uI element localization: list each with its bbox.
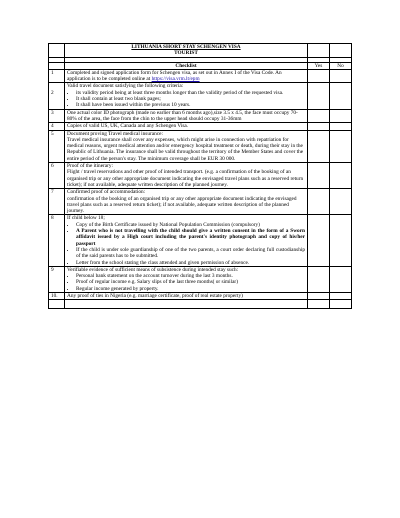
yes-cell[interactable] [308, 123, 330, 130]
row-number: 1 [49, 69, 65, 83]
checklist-row [49, 69, 352, 83]
no-cell[interactable] [330, 189, 352, 215]
yes-header: Yes [308, 62, 330, 69]
list-item: • Proof of regular income e.g. Salary slips of the last three months( or similar) [76, 279, 305, 285]
list-item: • Personal bank statement on the account turnover during the last 3 months. [76, 273, 305, 279]
checklist-table [48, 43, 352, 309]
yes-cell[interactable] [308, 266, 330, 292]
list-item: • A Parent who is not travelling with the child should give a written consent in the form of a Sworn affidavit issued by a High court including the parent's identity photograph and copy of his/her passport [76, 228, 305, 247]
yes-cell[interactable] [308, 83, 330, 109]
yes-cell[interactable] [308, 292, 330, 299]
no-cell[interactable] [330, 123, 352, 130]
checklist-row [49, 215, 352, 266]
no-cell[interactable] [330, 83, 352, 109]
no-cell[interactable] [330, 266, 352, 292]
checklist-row [49, 130, 352, 162]
row-number: 6 [49, 163, 65, 189]
row-number: 10. [49, 292, 65, 299]
yes-cell[interactable] [308, 109, 330, 123]
checklist-row [49, 189, 352, 215]
blank-row [49, 300, 352, 309]
row-intro: Verifiable evidence of sufficient means of subsistence during intended stay such: [67, 266, 239, 273]
row-heading: Confirmed proof of accommodation: [67, 189, 146, 196]
row-text: Any proof of ties in Nigeria (e.g. marriage certificate, proof of real estate property) [65, 292, 308, 299]
row-text: Copies of valid US, UK, Canada and any Schengen Visa. [65, 123, 308, 130]
bullet-list [67, 90, 305, 109]
yes-cell[interactable] [308, 215, 330, 266]
bullet-list [67, 273, 305, 292]
application-link[interactable]: https://visa.vrm.lt/epm [151, 76, 200, 83]
no-cell[interactable] [330, 109, 352, 123]
header-row [49, 62, 352, 69]
row-number: 3 [49, 109, 65, 123]
list-item: • Letter from the school stating the class attended and given permission of absence. [76, 260, 305, 266]
list-item: • Regular income generated by property. [76, 286, 305, 292]
checklist-row [49, 123, 352, 130]
yes-cell[interactable] [308, 69, 330, 83]
checklist-header: Checklist [65, 62, 308, 69]
list-item: • its validity period being at least three months longer than the validity period of the requested visa. [76, 90, 305, 96]
checklist-row [49, 83, 352, 109]
no-header: No [330, 62, 352, 69]
checklist-row [49, 109, 352, 123]
checklist-row [49, 266, 352, 292]
checklist-row [49, 163, 352, 189]
row-number: 9 [49, 266, 65, 292]
row-text: confirmation of the booking of an organised trip or any other appropriate document indicating the envisaged travel plans such as a reserved return ticket); if not available, adequate written description of the planned journey. [67, 195, 297, 215]
row-text: Flight / travel reservations and other proof of intended transport. (e.g. a confirmation of the booking of an organised trip or any other appropriate document indicating the envisaged travel plans such as a reserved return ticket); if not available, adequate written description of the planned journey. [67, 169, 304, 188]
list-item: • It shall have been issued within the previous 10 years. [76, 102, 305, 108]
row-number: 5 [49, 130, 65, 162]
no-cell[interactable] [330, 292, 352, 299]
yes-cell[interactable] [308, 189, 330, 215]
list-item: • If the child is under sole guardianship of one of the two parents, a court order declaring full custodianship of the said parents has to be submitted. [76, 247, 305, 260]
yes-cell[interactable] [308, 163, 330, 189]
row-intro: If child below 18; [67, 215, 105, 222]
bullet-list [67, 222, 305, 266]
visa-checklist-document [48, 43, 352, 309]
no-cell[interactable] [330, 130, 352, 162]
no-cell[interactable] [330, 215, 352, 266]
page-subtitle: TOURIST [174, 50, 198, 57]
row-text: One actual color ID photograph (made no earlier than 6 months ago),size 3.5 x 4.5, the face must occupy 70-80% of the area, the face from the chin to the upper head should occupy 31-36mm [65, 109, 308, 123]
row-number: 8 [49, 215, 65, 266]
row-heading: Document proving Travel medical insurance: [67, 130, 163, 137]
list-item: • It shall contain at least two blank pages; [76, 96, 305, 102]
list-item: • Copy of the Birth Certificate issued by National Population Commission (compulsory) [76, 222, 305, 228]
no-cell[interactable] [330, 69, 352, 83]
page-title: LITHUANIA SHORT STAY SCHENGEN VISA [131, 44, 241, 50]
checklist-row [49, 292, 352, 299]
yes-cell[interactable] [308, 130, 330, 162]
title-row [49, 44, 352, 58]
row-number: 4 [49, 123, 65, 130]
row-text: Completed and signed application form for Schengen visa, as set out in Annex I of the Visa Code. An application is to be completed online at [67, 69, 282, 83]
row-number: 7 [49, 189, 65, 215]
row-intro: Valid travel document satisfying the following criteria: [67, 83, 184, 90]
no-cell[interactable] [330, 163, 352, 189]
row-heading: Proof of the itinerary: [67, 163, 114, 170]
row-text: Travel medical insurance shall cover any expenses, which might arise in connection with repatriation for medical reasons, urgent medical attention and/or emergency hospital treatment or death, during their stay in the Republic of Lithuania. The insurance shall be valid throughout the territory of the Member States and cover the entire period of the person's stay. The minimum coverage shall be EUR 30 000. [67, 136, 304, 162]
row-number: 2 [51, 89, 54, 96]
